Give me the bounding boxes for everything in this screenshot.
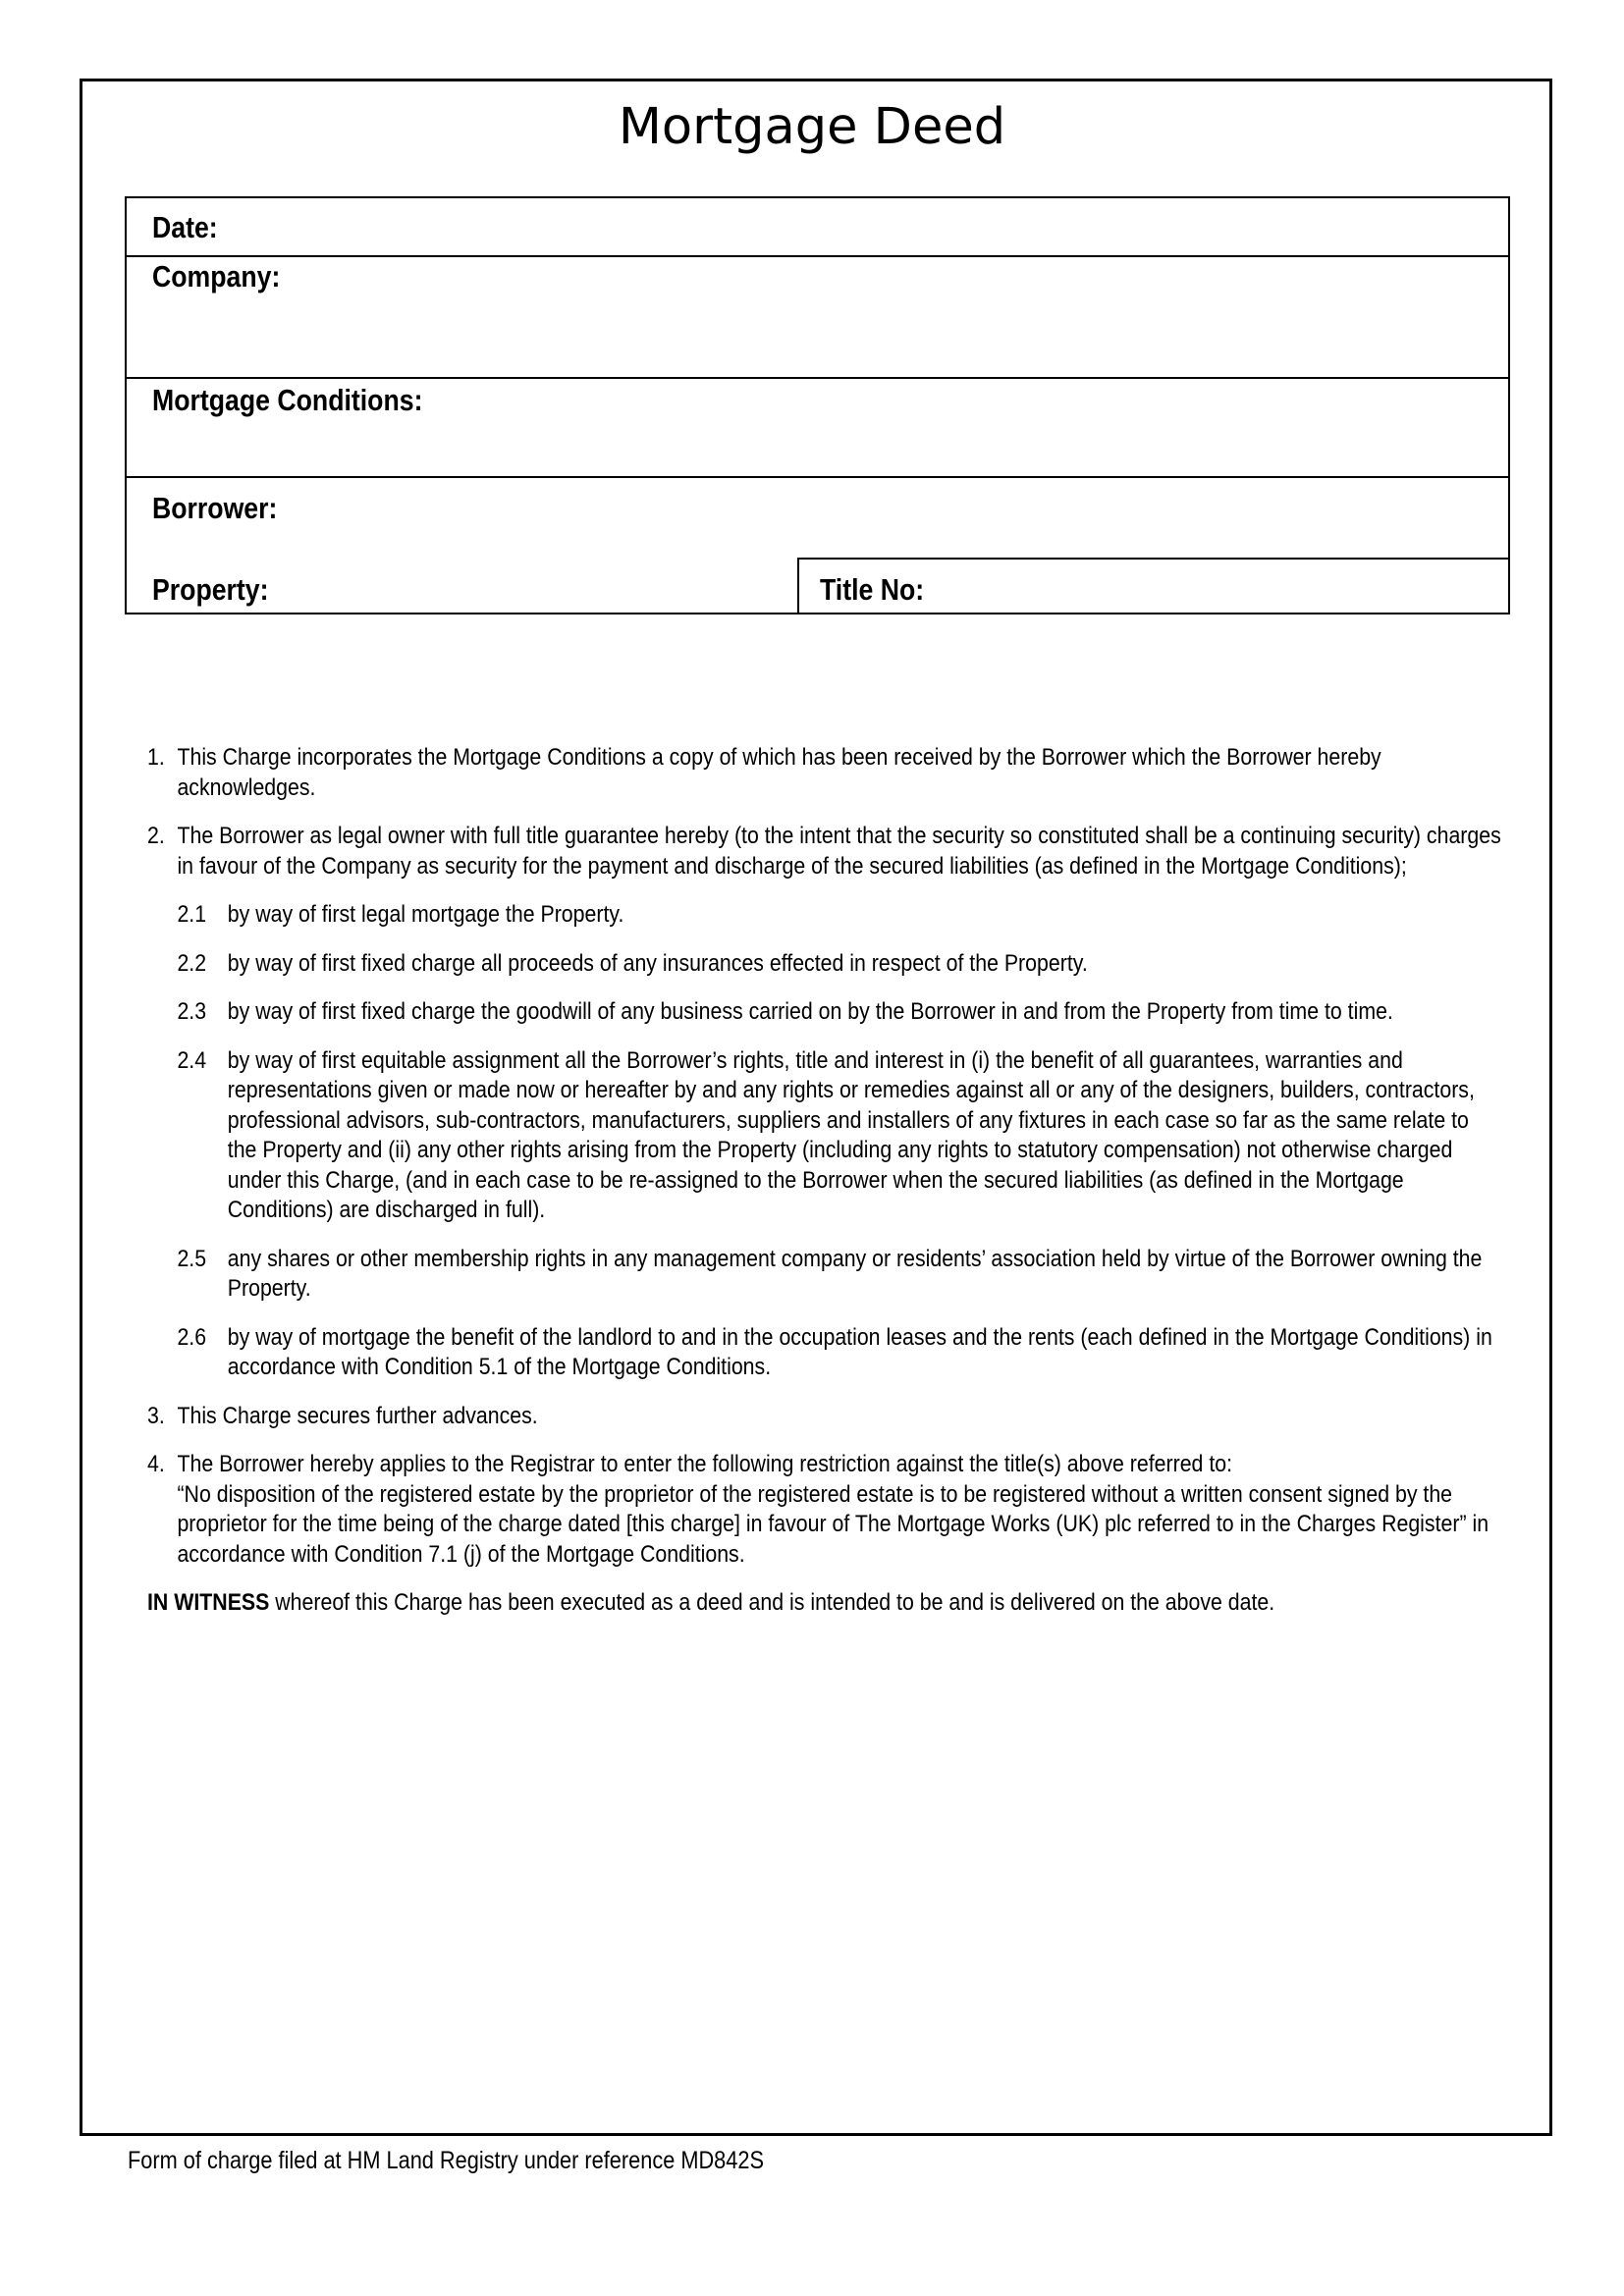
mortgage-conditions-label: Mortgage Conditions: [152, 383, 423, 417]
company-label: Company: [152, 259, 281, 294]
subclause-number: 2.1 [177, 901, 207, 928]
clause-number: 3. [147, 1402, 165, 1429]
restriction-quote: “No disposition of the registered estate by the proprietor of the registered estate is to be registered without a written consent signed by the proprietor for the time being of the charge dated [this charge] in favour of The Mortgage Works (UK) plc referred to in the Charges Register” in accordance with Condition 7.1 (j) of the Mortgage Conditions. [177, 1480, 1489, 1568]
deed-body [147, 743, 1502, 1619]
date-row [127, 198, 1508, 257]
clause-4 [147, 1450, 1503, 1570]
subclause-text: by way of first fixed charge the goodwill of any business carried on by the Borrower in and from the Property from time to time. [227, 998, 1393, 1025]
borrower-label: Borrower: [152, 491, 278, 525]
subclause-2-3 [147, 997, 1503, 1028]
document-title: Mortgage Deed [618, 98, 1006, 156]
deed-clauses [147, 743, 1503, 1619]
clause-text: This Charge secures further advances. [177, 1402, 538, 1429]
clause-1 [147, 743, 1503, 803]
subclause-number: 2.3 [177, 998, 207, 1025]
clause-number: 4. [147, 1451, 165, 1477]
title-no-cell [797, 558, 1510, 614]
witness-clause [147, 1588, 1503, 1619]
subclause-text: by way of mortgage the benefit of the landlord to and in the occupation leases and the rents (each defined in the Mortgage Conditions) in accordance with Condition 5.1 of the Mortgage Conditions. [227, 1323, 1492, 1380]
subclause-number: 2.2 [177, 949, 207, 977]
date-label: Date: [152, 210, 218, 244]
subclause-2-6 [147, 1323, 1503, 1383]
subclause-text: by way of first fixed charge all proceeds of any insurances effected in respect of the Property. [227, 949, 1088, 977]
subclause-number: 2.5 [177, 1245, 207, 1272]
subclause-number: 2.6 [177, 1323, 207, 1351]
property-label: Property: [152, 572, 269, 607]
subclause-2-5 [147, 1245, 1503, 1305]
witness-lead: IN WITNESS [147, 1589, 270, 1616]
clause-number: 2. [147, 823, 165, 849]
company-row [127, 255, 1508, 379]
clause-number: 1. [147, 744, 165, 771]
subclause-text: any shares or other membership rights in any management company or residents’ association held by virtue of the Borrower owning the Property. [227, 1245, 1483, 1302]
clause-text: The Borrower hereby applies to the Registrar to enter the following restriction against the title(s) above referred to: [177, 1451, 1233, 1477]
subclause-2-2 [147, 949, 1503, 980]
subclause-2-4 [147, 1046, 1503, 1226]
subclause-text: by way of first legal mortgage the Property. [227, 901, 624, 928]
mortgage-conditions-row [127, 377, 1508, 478]
subclause-number: 2.4 [177, 1046, 207, 1074]
title-no-label: Title No: [820, 572, 925, 607]
footer-reference: Form of charge filed at HM Land Registry under reference MD842S [128, 2147, 764, 2174]
clause-text: This Charge incorporates the Mortgage Conditions a copy of which has been received by the Borrower which the Borrower hereby acknowledges. [177, 744, 1381, 801]
witness-text: whereof this Charge has been executed as a deed and is intended to be and is delivered on the above date. [269, 1589, 1275, 1616]
clause-3 [147, 1402, 1503, 1432]
clause-text: The Borrower as legal owner with full title guarantee hereby (to the intent that the security so constituted shall be a continuing security) charges in favour of the Company as security for the payment and discharge of the secured liabilities (as defined in the Mortgage Conditions); [177, 823, 1501, 880]
subclause-2-1 [147, 900, 1503, 931]
header-fields-box [125, 196, 1510, 614]
clause-2 [147, 822, 1503, 881]
subclause-text: by way of first equitable assignment all the Borrower’s rights, title and interest in (i) the benefit of all guarantees, warranties and representations given or made now or hereafter by and any rights or remedies against all or any of the designers, builders, contractors, professional advisors, sub-contractors, manufacturers, suppliers and installers of any fixtures in each case so far as the same relate to the Property and (ii) any other rights arising from the Property (including any rights to statutory compensation) not otherwise charged under this Charge, (and in each case to be re-assigned to the Borrower when the secured liabilities (as defined in the Mortgage Conditions) are discharged in full). [227, 1046, 1475, 1223]
